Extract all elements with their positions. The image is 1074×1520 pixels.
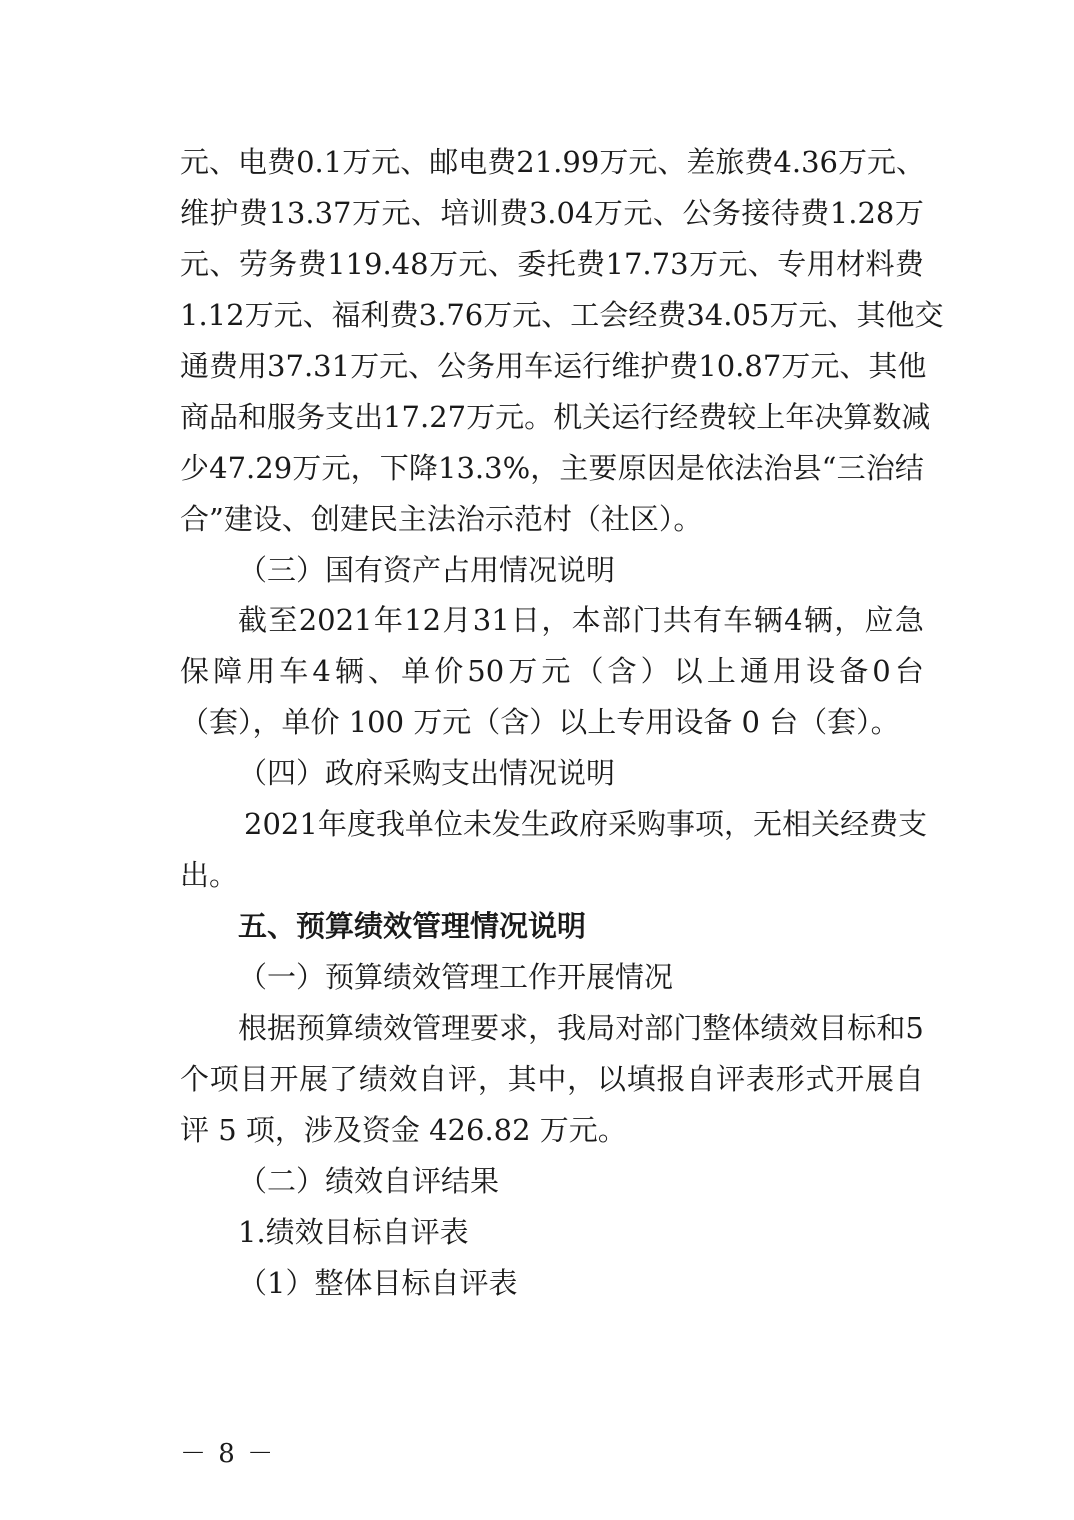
body-line: 合”建设、创建民主法治示范村（社区）。 — [180, 502, 703, 536]
body-line: 1.12 万 元 、 福 利 费 3.76 万 元 、 工 会 经 费 34.05 万 元 、 其 他 交 — [180, 298, 944, 332]
list-heading: （1）整体目标自评表 — [238, 1266, 518, 1300]
list-heading: 1.绩效目标自评表 — [238, 1215, 469, 1249]
subsection-heading: （二）绩效自评结果 — [238, 1164, 500, 1198]
body-line: 截 至 2021 年 12 月 31 日 ， 本 部 门 共 有 车 辆 4 辆 ， 应 急 — [238, 603, 924, 637]
body-line: 保 障 用 车 4 辆 、 单 价 50 万 元 （ 含 ） 以 上 通 用 设 备 0 台 — [180, 654, 924, 688]
subsection-heading: （三）国有资产占用情况说明 — [238, 553, 616, 587]
subsection-heading: （四）政府采购支出情况说明 — [238, 756, 616, 790]
body-line: 元 、 电 费 0.1 万 元 、 邮 电 费 21.99 万 元 、 差 旅 费 4.36 万 元 、 — [180, 145, 926, 179]
body-line: 2021 年 度 我 单 位 未 发 生 政 府 采 购 事 项 ， 无 相 关 经 费 支 — [244, 807, 928, 841]
body-line: 维 护 费 13.37 万 元 、 培 训 费 3.04 万 元 、 公 务 接 待 费 1.28 万 — [180, 196, 924, 230]
body-line: （套），单价 100 万元（含）以上专用设备 0 台（套）。 — [180, 705, 900, 739]
page-number: － 8 － — [180, 1439, 276, 1469]
body-line: 商 品 和 服 务 支 出 17.27 万 元 。 机 关 运 行 经 费 较 上 年 决 算 数 减 — [180, 400, 931, 434]
body-line: 个 项 目 开 展 了 绩 效 自 评 ， 其 中 ， 以 填 报 自 评 表 形 式 开 展 自 — [180, 1062, 924, 1096]
body-line: 出。 — [180, 858, 239, 892]
body-line: 根 据 预 算 绩 效 管 理 要 求 ， 我 局 对 部 门 整 体 绩 效 目 标 和 5 — [238, 1011, 924, 1045]
body-line: 评 5 项，涉及资金 426.82 万元。 — [180, 1113, 627, 1147]
body-line: 元 、 劳 务 费 119.48 万 元 、 委 托 费 17.73 万 元 、 专 用 材 料 费 — [180, 247, 924, 281]
body-line: 通 费 用 37.31 万 元 、 公 务 用 车 运 行 维 护 费 10.87 万 元 、 其 他 — [180, 349, 927, 383]
body-line: 少 47.29 万 元 ， 下 降 13.3% ， 主 要 原 因 是 依 法 治 县 “ 三 治 结 — [180, 451, 924, 485]
section-heading: 五、预算绩效管理情况说明 — [238, 909, 587, 943]
subsection-heading: （一）预算绩效管理工作开展情况 — [238, 960, 674, 994]
